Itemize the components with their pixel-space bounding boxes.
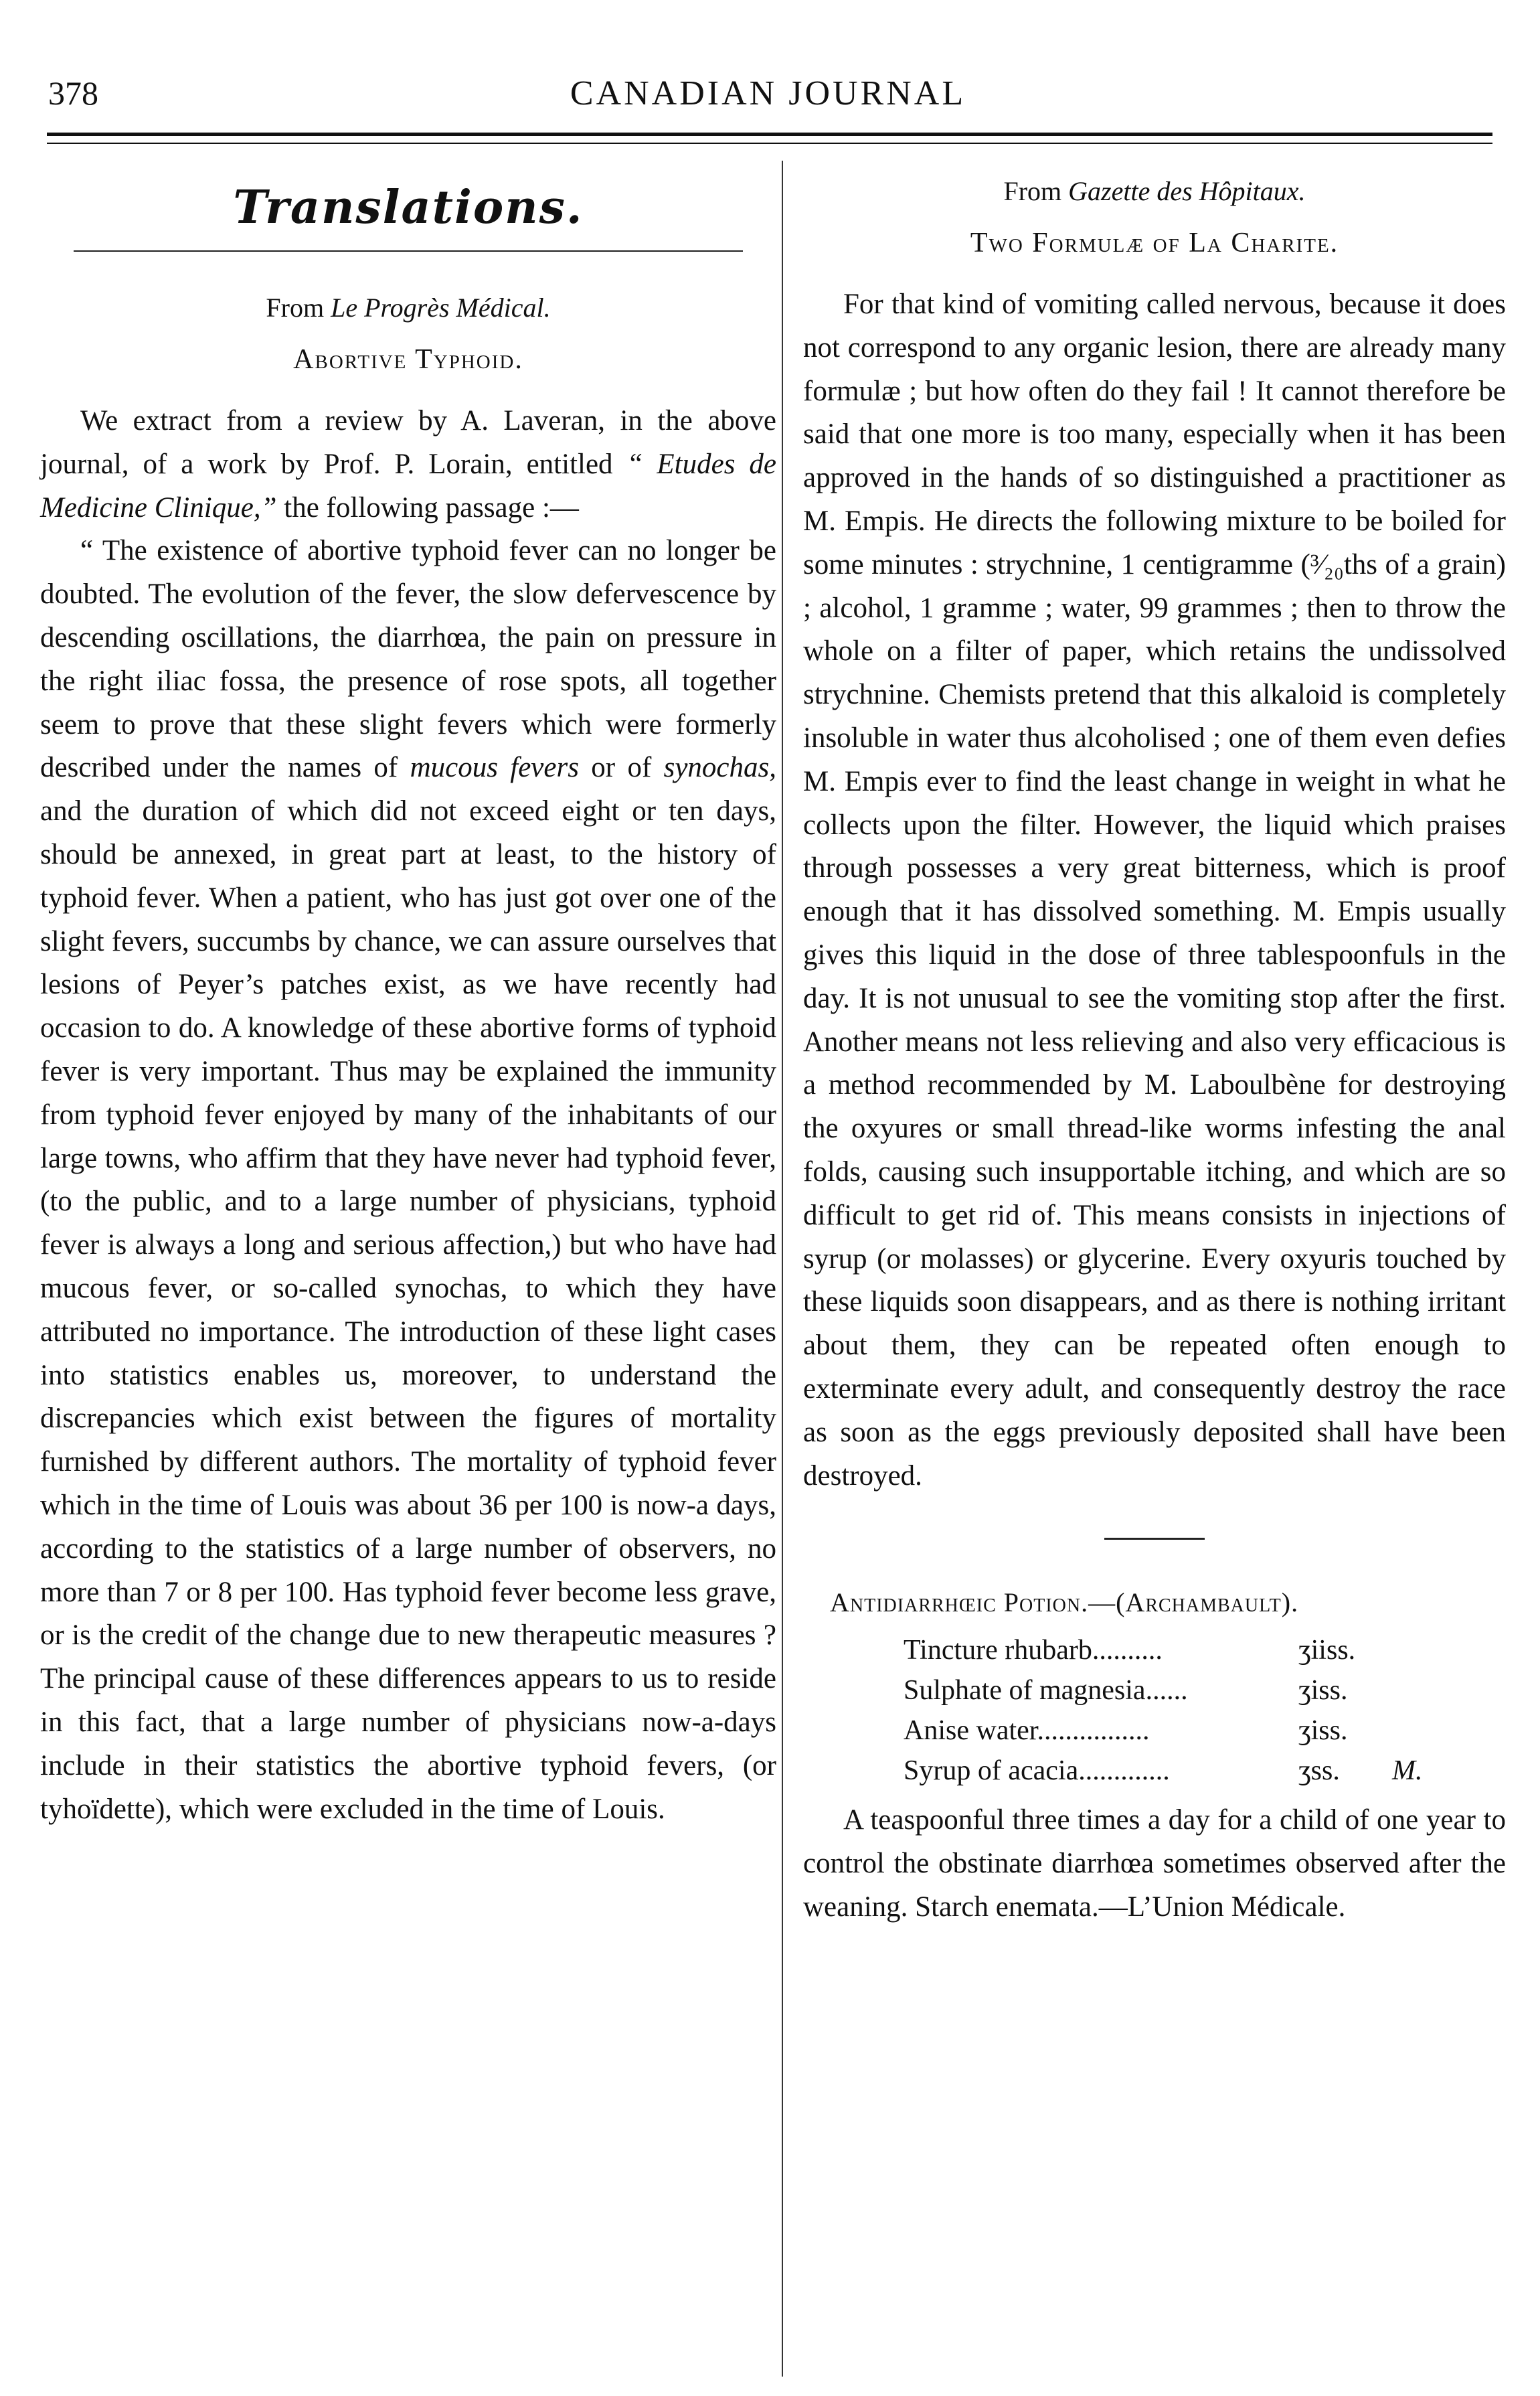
body-text: ths of a grain) ; alcohol, 1 gramme ; water, 99 grammes ; then to throw the whole on a filter of paper, which retains the undissolved strychnine. Chemists pretend that this alkaloid is completely insoluble in water thus alcoholised ; one of them even defies M. Empis ever to find the least change in weight in what he collects upon the filter. However, the liquid which praises through possesses a very great bitterness, which is proof enough that it has dissolved something. M. Empis usually gives this liquid in the dose of three tablespoonfuls in the day. It is not unusual to see the vomiting stop after the first. Another means not less relieving and also very efficacious is a method recommended by M. Laboulbène for destroying the oxyures or small thread-like worms infesting the anal folds, causing such insupportable itching, and which are so difficult to get rid of. This means consists in injections of syrup (or molasses) or glycerine. Every oxyuris touched by these liquids soon disappears, and as there is nothing irritant about them, they can be repeated often enough to exterminate every adult, and consequently destroy the race as soon as the eggs previously deposited shall have been destroyed. (803, 548, 1506, 1492)
intro-paragraph (40, 400, 776, 530)
source-prefix: From (1003, 176, 1062, 206)
body-italic: synochas, (663, 752, 776, 784)
intro-text-end: the following passage :— (276, 491, 579, 524)
intro-text: We extract from a review by A. Laveran, in the above journal, of a work by Prof. P. Lorain, entitled (40, 405, 776, 480)
source-name: Le Progrès Médical. (331, 293, 551, 323)
source-name: Gazette des Hôpitaux. (1068, 176, 1306, 206)
prescription-row (904, 1670, 1506, 1710)
quantity: ʒiss. (1298, 1715, 1348, 1747)
page-number: 378 (48, 74, 98, 112)
article-source (803, 175, 1506, 207)
page-header (40, 67, 1496, 121)
quantity: ʒiss. (1298, 1675, 1348, 1706)
body-text: or of (578, 752, 664, 784)
header-rule (47, 133, 1492, 136)
section-divider (1104, 1538, 1205, 1540)
left-column (40, 167, 776, 1831)
right-column (803, 167, 1506, 1929)
prescription-row (904, 1630, 1506, 1670)
prescription-sig: M. (1392, 1755, 1423, 1787)
prescription-row (904, 1710, 1506, 1751)
column-divider (782, 161, 783, 2377)
article-title: Two Formulæ of La Charite. (970, 228, 1339, 258)
body-text: For that kind of vomiting called nervous, because it does not correspond to any organic lesion, there are already many formulæ ; but how often do they fail ! It cannot therefore be said that one more is too many, especially when it has been approved in the hands of so distinguished a practitioner as M. Empis. He directs the following mixture to be boiled for some minutes : strychnine, 1 centigramme ( (803, 289, 1506, 580)
ingredient: Syrup of acacia............. (904, 1755, 1170, 1787)
article-title: Abortive Typhoid. (293, 344, 523, 375)
ingredient: Sulphate of magnesia...... (904, 1675, 1188, 1706)
body-text: and the duration of which did not exceed eight or ten days, should be annexed, in great part at least, to the history of typhoid fever. When a patient, who has just got over one of the slight fevers, succumbs by chance, we can assure ourselves that lesions of Peyer’s patches exist, as we have recently had occasion to do. A knowledge of these abortive forms of typhoid fever is very important. Thus may be explained the immunity from typhoid fever enjoyed by many of the inhabitants of our large towns, who affirm that they have never had typhoid fever, (to the public, and to a large number of physicians, typhoid fever is always a long and serious affection,) but who have had mucous fever, or so-called synochas, to which they have attributed no importance. The introduction of these light cases into statistics enables us, moreover, to understand the discrepancies which exist between the figures of mortality furnished by different authors. The mortality of typhoid fever which in the time of Louis was about 36 per 100 is now-a days, according to the statistics of a large number of observers, no more than 7 or 8 per 100. Has typhoid fever become less grave, or is the credit of the change due to new therapeutic measures ? The principal cause of these differences appears to us to reside in this fact, that a large number of physicians now-a-days include in their statistics the abortive typhoid fevers, (or tyhoïdette), which were excluded in the time of Louis. (40, 795, 776, 1825)
prescription-table (904, 1630, 1506, 1791)
prescription-row (904, 1751, 1506, 1791)
quantity: ʒiiss. (1298, 1635, 1356, 1666)
section-rule (74, 250, 743, 252)
body-paragraph (803, 283, 1506, 1498)
article-source (40, 292, 776, 323)
ingredient: Anise water................ (904, 1715, 1150, 1747)
fraction: ³⁄₂₀ (1310, 548, 1344, 580)
intro-work-title: “ Etudes de Medicine Clinique,” (40, 448, 776, 524)
ingredient: Tincture rhubarb.......... (904, 1635, 1163, 1666)
potion-note: A teaspoonful three times a day for a child of one year to control the obstinate diarrhœa sometimes observed after the weaning. Starch enemata.—L’Union Médicale. (803, 1804, 1506, 1923)
body-italic: mucous fevers (410, 752, 579, 784)
potion-title: Antidiarrhœic Potion.—(Archambault). (830, 1587, 1299, 1618)
source-prefix: From (266, 293, 325, 323)
running-head: CANADIAN JOURNAL (570, 74, 966, 112)
body-text: “ The existence of abortive typhoid fever can no longer be doubted. The evolution of the fever, the slow defervescence by descending oscillations, the diarrhœa, the pain on pressure in the right iliac fossa, the presence of rose spots, all together seem to prove that these slight fevers which were formerly described under the names of (40, 535, 776, 784)
body-paragraph (40, 530, 776, 1831)
section-heading: Translations. (233, 181, 584, 234)
quantity: ʒss. (1298, 1755, 1340, 1787)
header-rule-thin (47, 143, 1492, 144)
